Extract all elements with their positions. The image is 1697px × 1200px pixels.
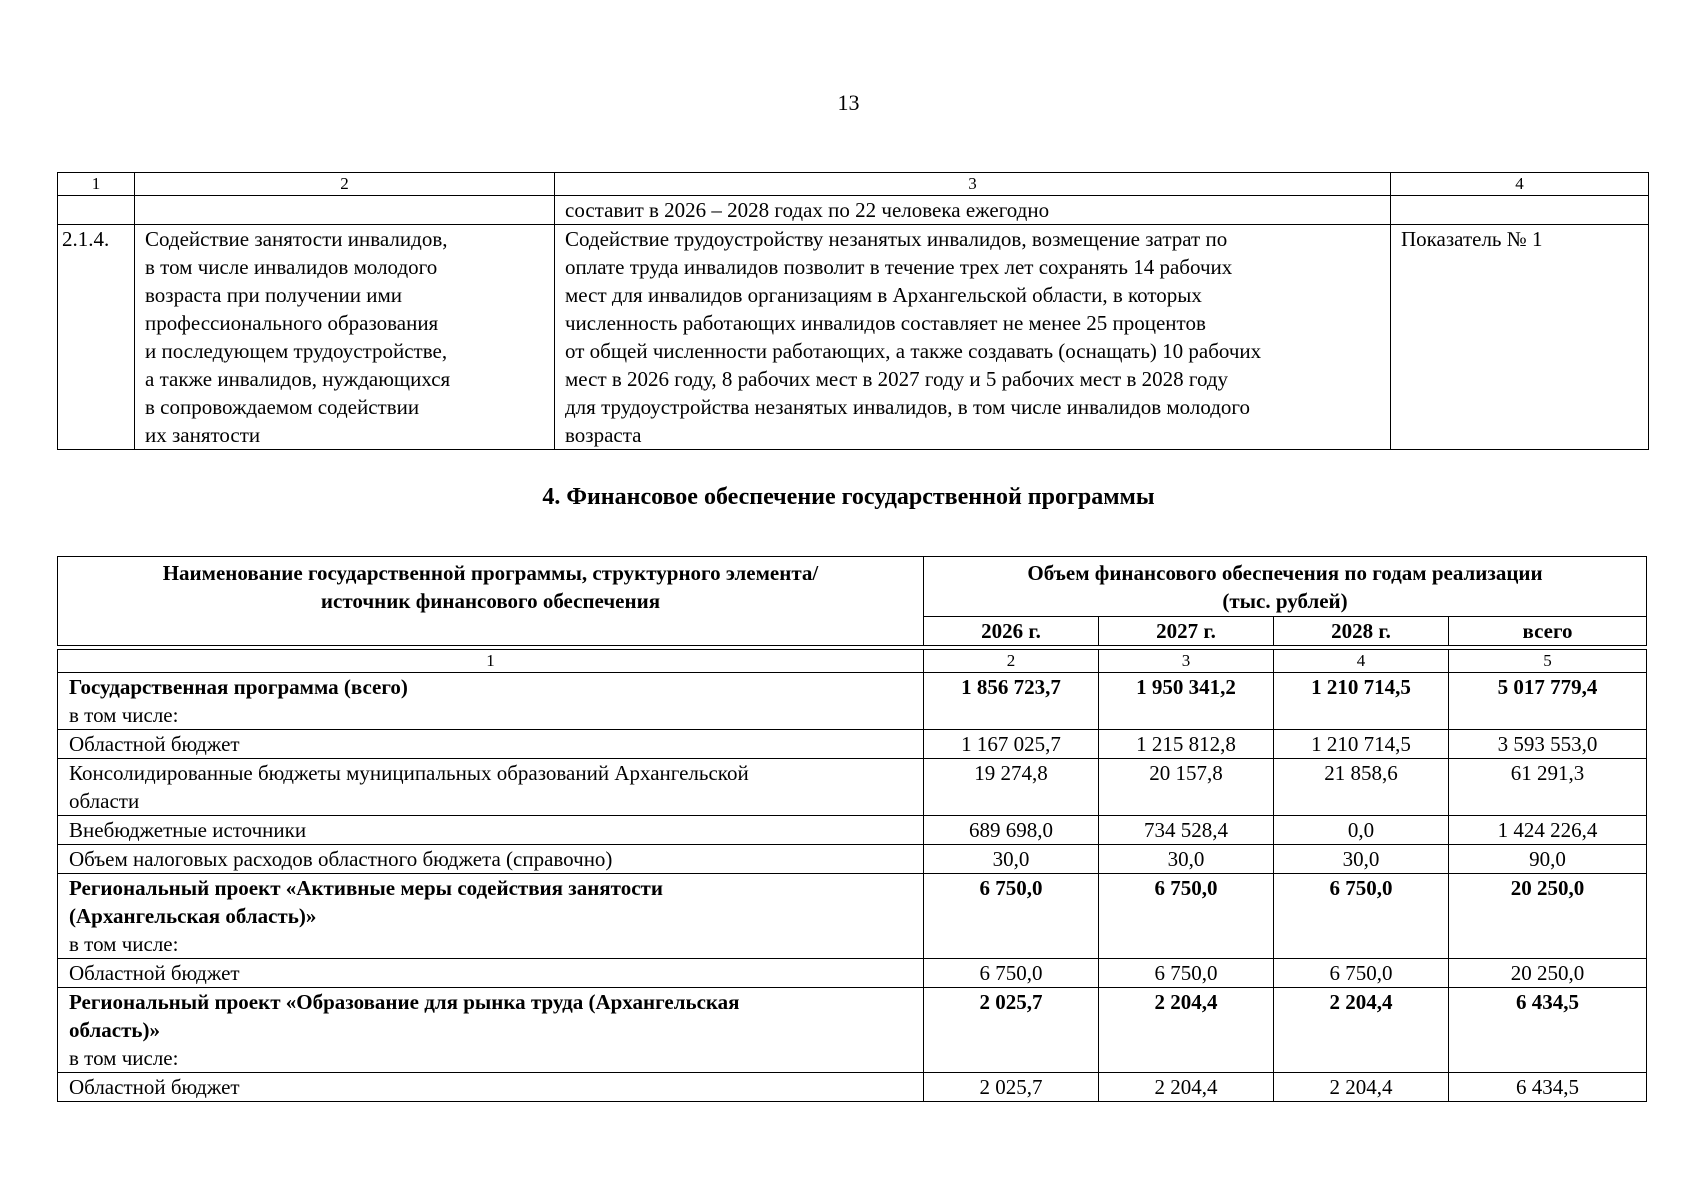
header-volume: Объем финансового обеспечения по годам реализации (тыс. рублей) [924, 557, 1647, 617]
value-2027: 2 204,4 [1099, 1073, 1274, 1102]
value-total: 90,0 [1449, 845, 1647, 874]
page-number: 13 [837, 90, 860, 115]
value-2026: 30,0 [924, 845, 1099, 874]
value-2027: 30,0 [1099, 845, 1274, 874]
value-2027: 6 750,0 [1099, 959, 1274, 988]
total-header: всего [1449, 617, 1647, 646]
value-total: 6 434,5 [1449, 1073, 1647, 1102]
value-2026: 19 274,8 [924, 759, 1099, 816]
value-2028: 21 858,6 [1274, 759, 1449, 816]
row-name: Областной бюджет [58, 1073, 924, 1102]
value-2027: 6 750,0 [1099, 874, 1274, 959]
value-2028: 2 204,4 [1274, 1073, 1449, 1102]
value-2028: 1 210 714,5 [1274, 730, 1449, 759]
value-2026: 1 856 723,7 [924, 673, 1099, 730]
value-2028: 6 750,0 [1274, 959, 1449, 988]
year-header: 2028 г. [1274, 617, 1449, 646]
value-total: 61 291,3 [1449, 759, 1647, 816]
column-number: 1 [58, 650, 924, 673]
row-name: Консолидированные бюджеты муниципальных образований Архангельской области [58, 759, 924, 816]
value-total: 20 250,0 [1449, 959, 1647, 988]
value-2026: 689 698,0 [924, 816, 1099, 845]
financing-table [57, 556, 1647, 1102]
value-2027: 734 528,4 [1099, 816, 1274, 845]
value-2027: 20 157,8 [1099, 759, 1274, 816]
table-row [58, 730, 1647, 759]
indicator: Показатель № 1 [1391, 225, 1649, 450]
row-sub: в том числе: [69, 703, 179, 727]
column-number: 2 [135, 173, 555, 196]
value-2028: 0,0 [1274, 816, 1449, 845]
value-total: 5 017 779,4 [1449, 673, 1647, 730]
row-name: Региональный проект «Активные меры содействия занятости (Архангельская область)» в том числе: [58, 874, 924, 959]
continuation-row [58, 196, 1649, 225]
value-2028: 1 210 714,5 [1274, 673, 1449, 730]
section-title: 4. Финансовое обеспечение государственной программы [542, 484, 1155, 510]
table-row [58, 959, 1647, 988]
value-2027: 1 950 341,2 [1099, 673, 1274, 730]
task-description: Содействие трудоустройству незанятых инвалидов, возмещение затрат по оплате труда инвалидов позволит в течение трех лет сохранять 14 рабочих мест для инвалидов организациям в Архангельской области, в которых численность работающих инвалидов составляет не менее 25 процентов от общей численности работающих, а также создавать (оснащать) 10 рабочих мест в 2026 году, 8 рабочих мест в 2027 году и 5 рабочих мест в 2028 году для трудоустройства незанятых инвалидов, в том числе инвалидов молодого возраста [555, 225, 1391, 450]
column-number: 1 [58, 173, 135, 196]
table-row [58, 673, 1647, 730]
year-header: 2027 г. [1099, 617, 1274, 646]
column-number: 3 [1099, 650, 1274, 673]
value-total: 3 593 553,0 [1449, 730, 1647, 759]
value-2026: 1 167 025,7 [924, 730, 1099, 759]
year-header: 2026 г. [924, 617, 1099, 646]
empty-cell [58, 196, 135, 225]
table-row [58, 759, 1647, 816]
value-2028: 2 204,4 [1274, 988, 1449, 1073]
value-2028: 30,0 [1274, 845, 1449, 874]
column-number: 2 [924, 650, 1099, 673]
column-number: 5 [1449, 650, 1647, 673]
value-total: 20 250,0 [1449, 874, 1647, 959]
empty-cell [135, 196, 555, 225]
column-numbers-row [58, 650, 1647, 673]
column-numbers-row [58, 173, 1649, 196]
column-number: 4 [1391, 173, 1649, 196]
value-2026: 2 025,7 [924, 988, 1099, 1073]
row-name: Государственная программа (всего) в том числе: [58, 673, 924, 730]
row-name: Региональный проект «Образование для рынка труда (Архангельская область)» в том числе: [58, 988, 924, 1073]
row-sub: в том числе: [69, 1046, 179, 1070]
table-row [58, 845, 1647, 874]
column-number: 4 [1274, 650, 1449, 673]
value-2026: 6 750,0 [924, 874, 1099, 959]
row-name: Внебюджетные источники [58, 816, 924, 845]
value-2026: 2 025,7 [924, 1073, 1099, 1102]
activities-table [57, 172, 1649, 450]
value-total: 1 424 226,4 [1449, 816, 1647, 845]
row-number: 2.1.4. [58, 225, 135, 450]
table-row [58, 225, 1649, 450]
header-row [58, 557, 1647, 617]
task-name: Содействие занятости инвалидов, в том числе инвалидов молодого возраста при получении ими профессионального образования и последующем трудоустройстве, а также инвалидов, нуждающихся в сопровождаемом содействии их занятости [135, 225, 555, 450]
value-2027: 1 215 812,8 [1099, 730, 1274, 759]
table-row [58, 874, 1647, 959]
row-name: Объем налоговых расходов областного бюджета (справочно) [58, 845, 924, 874]
row-name: Областной бюджет [58, 730, 924, 759]
row-name: Областной бюджет [58, 959, 924, 988]
table-row [58, 1073, 1647, 1102]
column-number: 3 [555, 173, 1391, 196]
header-name: Наименование государственной программы, структурного элемента/ источник финансового обеспечения [58, 557, 924, 646]
empty-cell [1391, 196, 1649, 225]
value-2026: 6 750,0 [924, 959, 1099, 988]
table-row [58, 988, 1647, 1073]
continuation-text: составит в 2026 – 2028 годах по 22 человека ежегодно [555, 196, 1391, 225]
value-2028: 6 750,0 [1274, 874, 1449, 959]
value-2027: 2 204,4 [1099, 988, 1274, 1073]
row-sub: в том числе: [69, 932, 179, 956]
value-total: 6 434,5 [1449, 988, 1647, 1073]
table-row [58, 816, 1647, 845]
